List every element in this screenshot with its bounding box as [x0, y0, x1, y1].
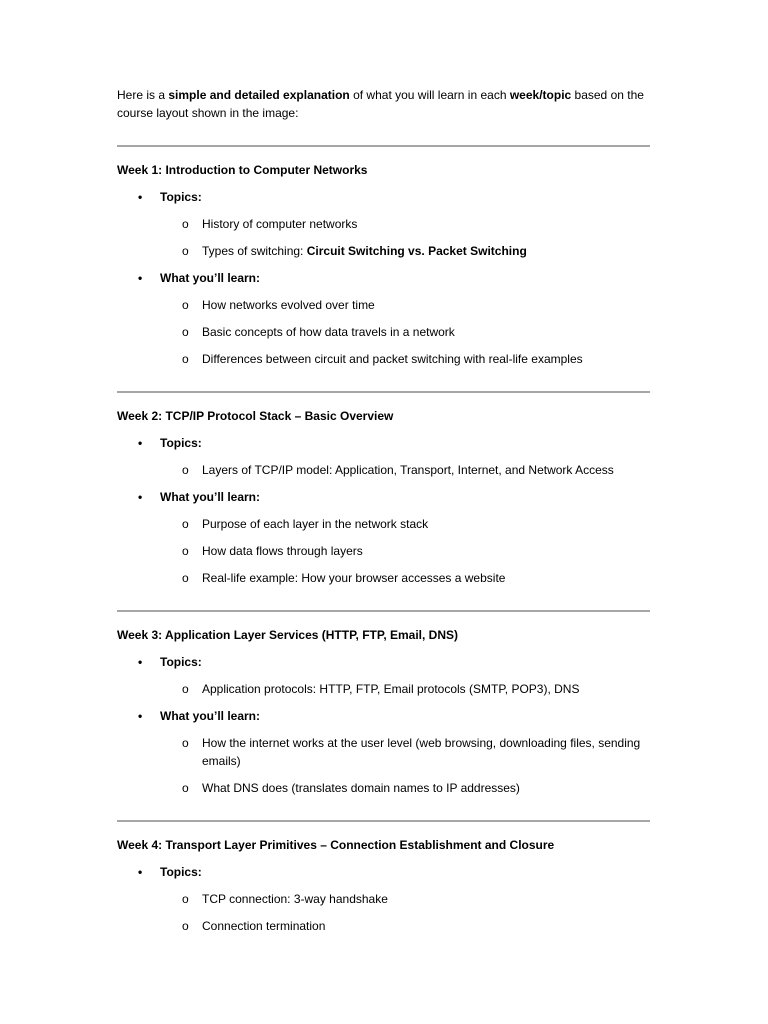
list-item-text: Types of switching: [202, 244, 307, 258]
list-item-text: History of computer networks [202, 217, 358, 231]
intro-bold-2: week/topic [509, 88, 572, 102]
list-item [160, 890, 650, 908]
week-title: Week 3: Application Layer Services (HTTP, FTP, Email, DNS) [117, 628, 459, 642]
intro-text-2: of what you will learn in each [349, 88, 510, 102]
topics-sublist [160, 461, 650, 479]
circle-bullet-icon: o [182, 517, 189, 531]
topics-label: Topics: [160, 655, 202, 669]
list-item-bold-text: Circuit Switching vs. Packet Switching [306, 244, 527, 258]
circle-bullet-icon: o [182, 781, 189, 795]
list-item [160, 215, 650, 233]
topics-label: Topics: [160, 190, 202, 204]
document-page [117, 86, 650, 944]
learn-item [117, 269, 650, 368]
list-item [160, 569, 650, 587]
list-item-text: Purpose of each layer in the network stack [202, 517, 429, 531]
list-item [160, 734, 650, 770]
circle-bullet-icon: o [182, 544, 189, 558]
circle-bullet-icon: o [182, 571, 189, 585]
learn-sublist [160, 734, 650, 797]
horizontal-rule [117, 820, 650, 822]
list-item [160, 917, 650, 935]
circle-bullet-icon: o [182, 919, 189, 933]
topics-label: Topics: [160, 436, 202, 450]
list-item [160, 515, 650, 533]
circle-bullet-icon: o [182, 892, 189, 906]
list-item [160, 779, 650, 797]
bullet-icon: • [138, 436, 143, 450]
list-item-text: What DNS does (translates domain names to IP addresses) [202, 781, 520, 795]
week-list [117, 653, 650, 797]
topics-item [117, 434, 650, 479]
list-item-text: TCP connection: 3-way handshake [202, 892, 388, 906]
week-section [117, 626, 650, 797]
list-item [160, 323, 650, 341]
topics-sublist [160, 680, 650, 698]
list-item-text: Basic concepts of how data travels in a network [202, 325, 455, 339]
list-item-text: Differences between circuit and packet switching with real-life examples [202, 352, 583, 366]
learn-sublist [160, 515, 650, 587]
bullet-icon: • [138, 709, 143, 723]
week-list [117, 863, 650, 935]
circle-bullet-icon: o [182, 352, 189, 366]
list-item [160, 296, 650, 314]
intro-text-1: Here is a [117, 88, 169, 102]
learn-label: What you’ll learn: [160, 709, 261, 723]
circle-bullet-icon: o [182, 217, 189, 231]
bullet-icon: • [138, 865, 143, 879]
list-item-text: Layers of TCP/IP model: Application, Transport, Internet, and Network Access [202, 463, 614, 477]
list-item-text: Real-life example: How your browser accesses a website [202, 571, 506, 585]
bullet-icon: • [138, 190, 143, 204]
circle-bullet-icon: o [182, 298, 189, 312]
topics-item [117, 863, 650, 935]
circle-bullet-icon: o [182, 325, 189, 339]
week-title: Week 4: Transport Layer Primitives – Connection Establishment and Closure [117, 838, 555, 852]
list-item-text: Application protocols: HTTP, FTP, Email protocols (SMTP, POP3), DNS [202, 682, 580, 696]
list-item [160, 350, 650, 368]
list-item-text: How data flows through layers [202, 544, 363, 558]
week-section [117, 836, 650, 935]
bullet-icon: • [138, 271, 143, 285]
learn-item [117, 707, 650, 797]
bullet-icon: • [138, 490, 143, 504]
topics-item [117, 188, 650, 260]
learn-sublist [160, 296, 650, 368]
horizontal-rule [117, 610, 650, 612]
circle-bullet-icon: o [182, 682, 189, 696]
bullet-icon: • [138, 655, 143, 669]
list-item-text: How the internet works at the user level (web browsing, downloading files, sending emails) [202, 736, 641, 768]
learn-item [117, 488, 650, 587]
horizontal-rule [117, 145, 650, 147]
list-item [160, 242, 650, 260]
topics-sublist [160, 890, 650, 935]
learn-label: What you’ll learn: [160, 490, 261, 504]
list-item [160, 461, 650, 479]
week-title: Week 2: TCP/IP Protocol Stack – Basic Overview [117, 409, 394, 423]
intro-bold-1: simple and detailed explanation [168, 88, 350, 102]
list-item [160, 542, 650, 560]
week-section [117, 407, 650, 587]
topics-label: Topics: [160, 865, 202, 879]
list-item-text: Connection termination [202, 919, 326, 933]
circle-bullet-icon: o [182, 463, 189, 477]
week-title: Week 1: Introduction to Computer Networks [117, 163, 368, 177]
intro-text-3: based on the course layout shown in the image: [117, 88, 644, 120]
week-section [117, 161, 650, 368]
list-item-text: How networks evolved over time [202, 298, 375, 312]
circle-bullet-icon: o [182, 736, 189, 750]
circle-bullet-icon: o [182, 244, 189, 258]
week-list [117, 188, 650, 368]
list-item [160, 680, 650, 698]
week-list [117, 434, 650, 587]
intro-paragraph [117, 86, 650, 122]
learn-label: What you’ll learn: [160, 271, 261, 285]
topics-sublist [160, 215, 650, 260]
horizontal-rule [117, 391, 650, 393]
topics-item [117, 653, 650, 698]
